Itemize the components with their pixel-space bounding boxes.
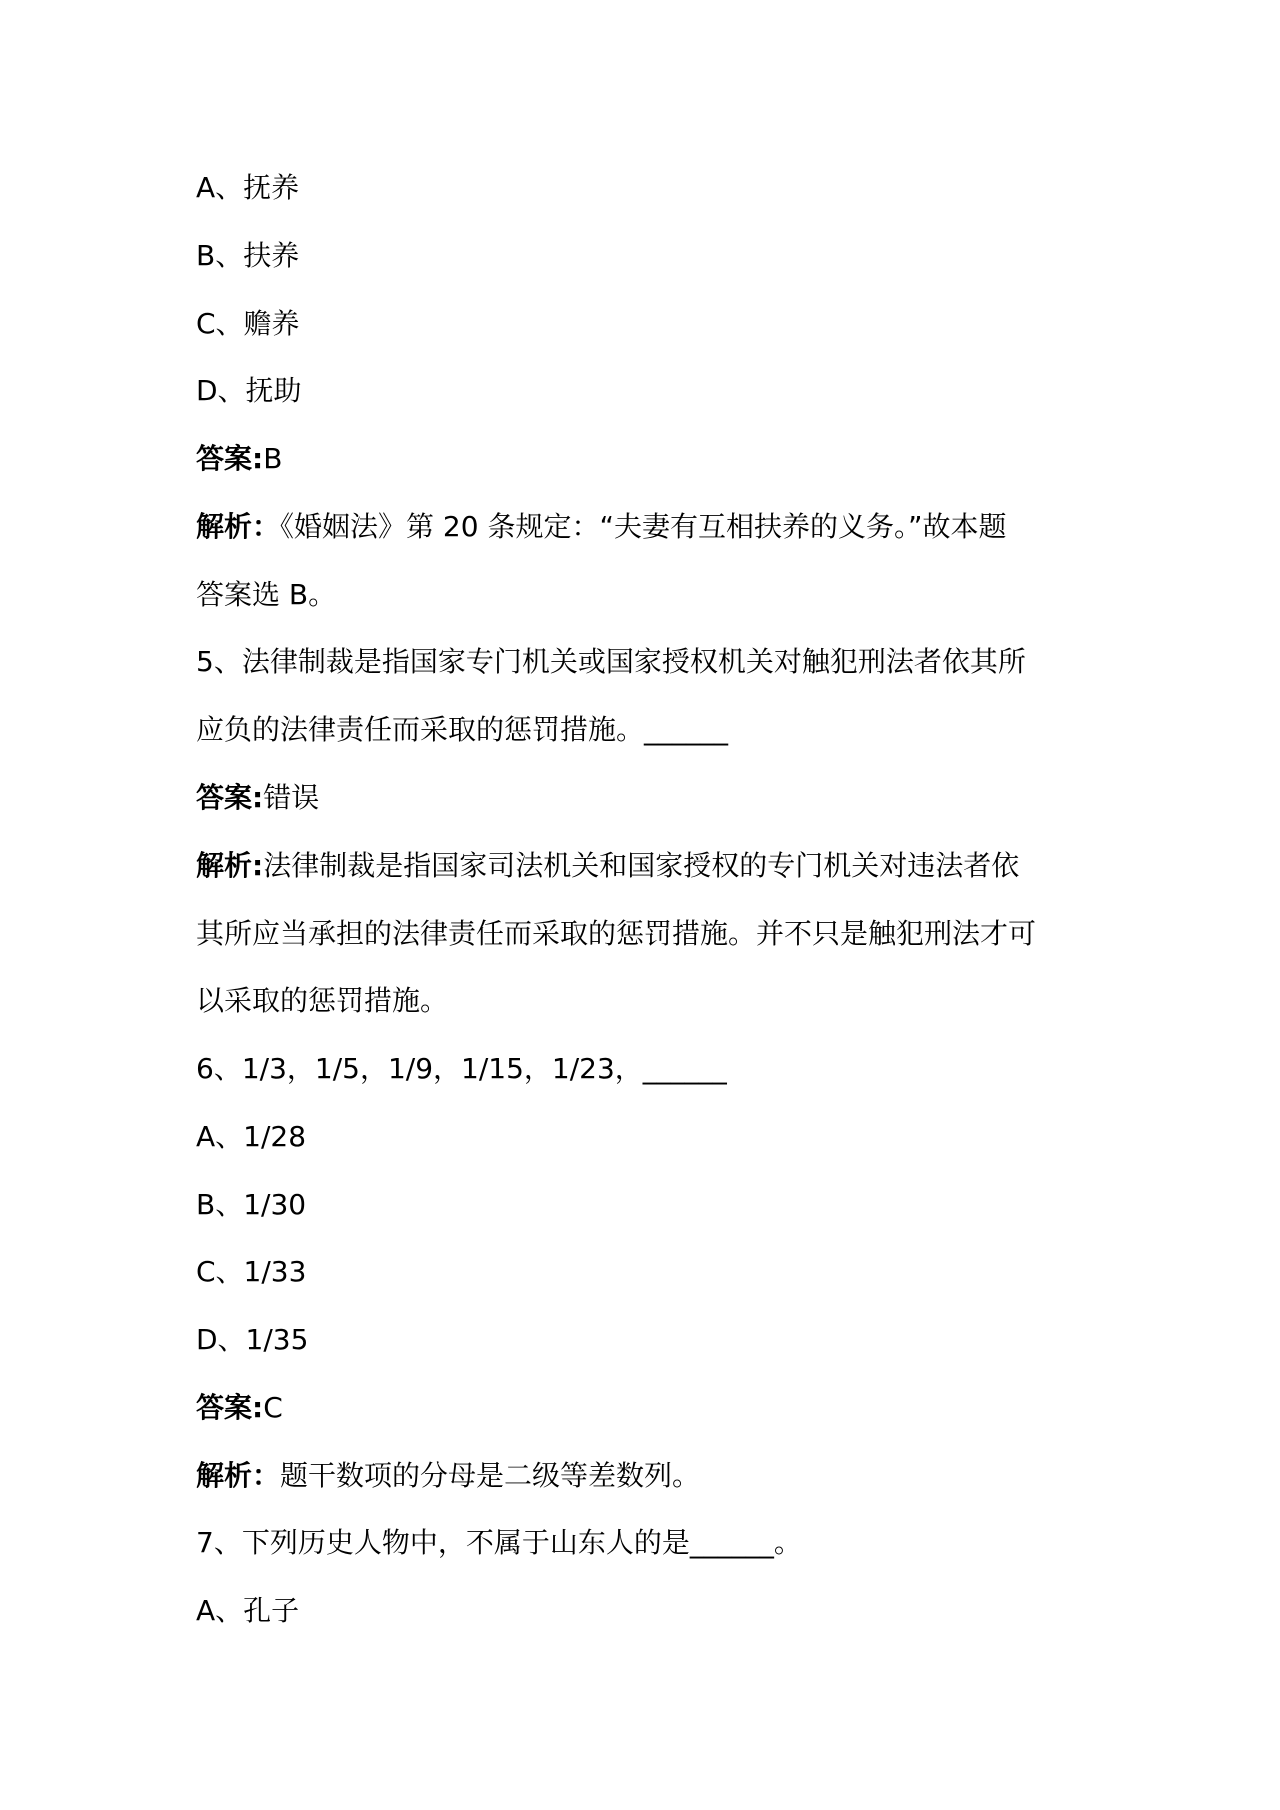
q4-analysis-text-1: 《婚姻法》第 20 条规定：“夫妻有互相扶养的义务。”故本题: [280, 510, 1007, 543]
q4-answer-label: 答案:: [196, 442, 264, 475]
q6-answer-value: C: [263, 1391, 283, 1424]
q7-question: 7、下列历史人物中，不属于山东人的是______。: [196, 1526, 802, 1559]
q5-analysis-label: 解析:: [196, 849, 264, 882]
q6-option-a: A、1/28: [196, 1120, 307, 1153]
q4-option-d: D、抚助: [196, 374, 302, 407]
q6-analysis-label: 解析：: [196, 1459, 281, 1492]
q6-analysis-text: 题干数项的分母是二级等差数列。: [280, 1459, 701, 1492]
q6-analysis: [196, 1456, 1096, 1496]
q6-question: 6、1/3，1/5，1/9，1/15，1/23，______: [196, 1052, 727, 1085]
q5-question-line-2: 应负的法律责任而采取的惩罚措施。______: [196, 713, 729, 746]
q4-option-c: C、赡养: [196, 307, 300, 340]
q5-answer-label: 答案:: [196, 781, 264, 814]
q5-analysis-line-3: 以采取的惩罚措施。: [196, 984, 449, 1017]
q5-question-line-1: 5、法律制裁是指国家专门机关或国家授权机关对触犯刑法者依其所: [196, 645, 1026, 678]
q5-analysis-line-1: [196, 846, 1096, 886]
q4-analysis-line-2: 答案选 B。: [196, 578, 337, 611]
q4-analysis-line-1: [196, 507, 1096, 547]
q5-answer: [196, 778, 1096, 818]
q6-answer: [196, 1388, 1096, 1428]
q4-answer-value: B: [263, 442, 283, 475]
q6-answer-label: 答案:: [196, 1391, 264, 1424]
q6-option-d: D、1/35: [196, 1323, 309, 1356]
q6-option-b: B、1/30: [196, 1188, 307, 1221]
q7-option-a: A、孔子: [196, 1594, 300, 1627]
q5-analysis-text-1: 法律制裁是指国家司法机关和国家授权的专门机关对违法者依: [263, 849, 1020, 882]
q4-answer: [196, 439, 1096, 479]
q4-analysis-label: 解析：: [196, 510, 281, 543]
q5-answer-value: 错误: [263, 781, 320, 814]
q4-option-b: B、扶养: [196, 239, 300, 272]
q6-option-c: C、1/33: [196, 1255, 307, 1288]
q4-option-a: A、抚养: [196, 171, 300, 204]
q5-analysis-line-2: 其所应当承担的法律责任而采取的惩罚措施。并不只是触犯刑法才可: [196, 917, 1037, 950]
